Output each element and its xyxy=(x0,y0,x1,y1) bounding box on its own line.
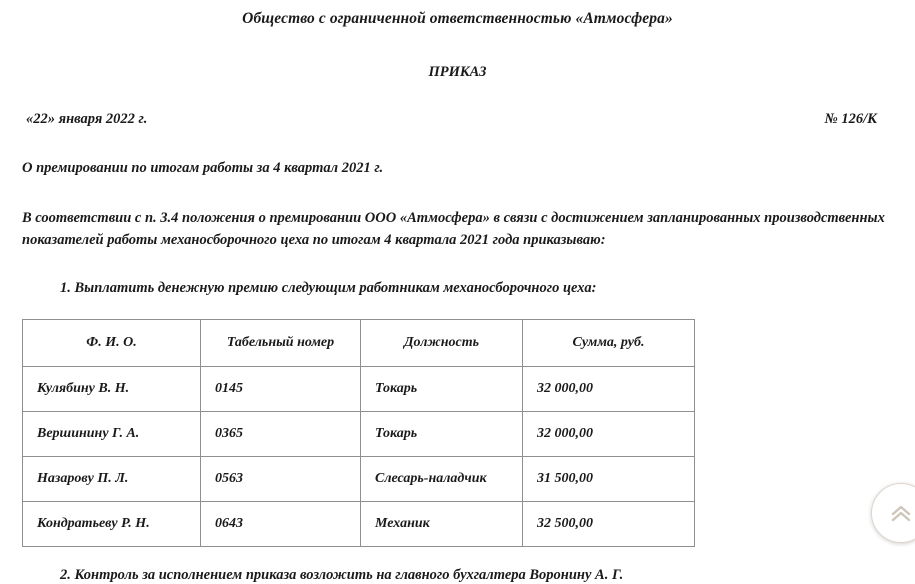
cell-personnel-number: 0145 xyxy=(201,366,361,411)
document-meta-row xyxy=(20,111,895,128)
cell-position: Токарь xyxy=(361,366,523,411)
table-row xyxy=(23,411,695,456)
table-row xyxy=(23,501,695,546)
document-preamble: В соответствии с п. 3.4 положения о премировании ООО «Атмосфера» в связи с достижением запланированных производственных показателей работы механосборочного цеха по итогам 4 квартала 2021 года приказываю: xyxy=(22,210,885,249)
cell-position: Механик xyxy=(361,501,523,546)
table-header-row xyxy=(23,319,695,366)
double-chevron-up-icon xyxy=(888,500,914,526)
table-row xyxy=(23,366,695,411)
document-date: «22» января 2022 г. xyxy=(26,111,148,127)
cell-fio: Назарову П. Л. xyxy=(23,456,201,501)
cell-personnel-number: 0365 xyxy=(201,411,361,456)
document-page xyxy=(0,10,915,583)
cell-position: Слесарь-наладчик xyxy=(361,456,523,501)
scroll-to-top-button[interactable] xyxy=(871,483,915,543)
cell-amount: 32 500,00 xyxy=(523,501,695,546)
document-kind-heading: ПРИКАЗ xyxy=(428,64,487,80)
cell-amount: 31 500,00 xyxy=(523,456,695,501)
premium-table xyxy=(22,319,695,547)
document-number: № 126/К xyxy=(824,111,877,127)
table-row xyxy=(23,456,695,501)
column-header-fio: Ф. И. О. xyxy=(23,319,201,366)
cell-amount: 32 000,00 xyxy=(523,411,695,456)
cell-fio: Кондратьеву Р. Н. xyxy=(23,501,201,546)
cell-fio: Вершинину Г. А. xyxy=(23,411,201,456)
cell-fio: Кулябину В. Н. xyxy=(23,366,201,411)
cell-personnel-number: 0563 xyxy=(201,456,361,501)
column-header-amount: Сумма, руб. xyxy=(523,319,695,366)
cell-amount: 32 000,00 xyxy=(523,366,695,411)
clause-1: 1. Выплатить денежную премию следующим работникам механосборочного цеха: xyxy=(60,279,597,296)
column-header-position: Должность xyxy=(361,319,523,366)
clause-2: 2. Контроль за исполнением приказа возложить на главного бухгалтера Воронину А. Г. xyxy=(60,566,624,583)
document-subject: О премировании по итогам работы за 4 квартал 2021 г. xyxy=(22,160,384,176)
cell-position: Токарь xyxy=(361,411,523,456)
column-header-personnel-number: Табельный номер xyxy=(201,319,361,366)
cell-personnel-number: 0643 xyxy=(201,501,361,546)
organization-title: Общество с ограниченной ответственностью «Атмосфера» xyxy=(242,10,673,27)
